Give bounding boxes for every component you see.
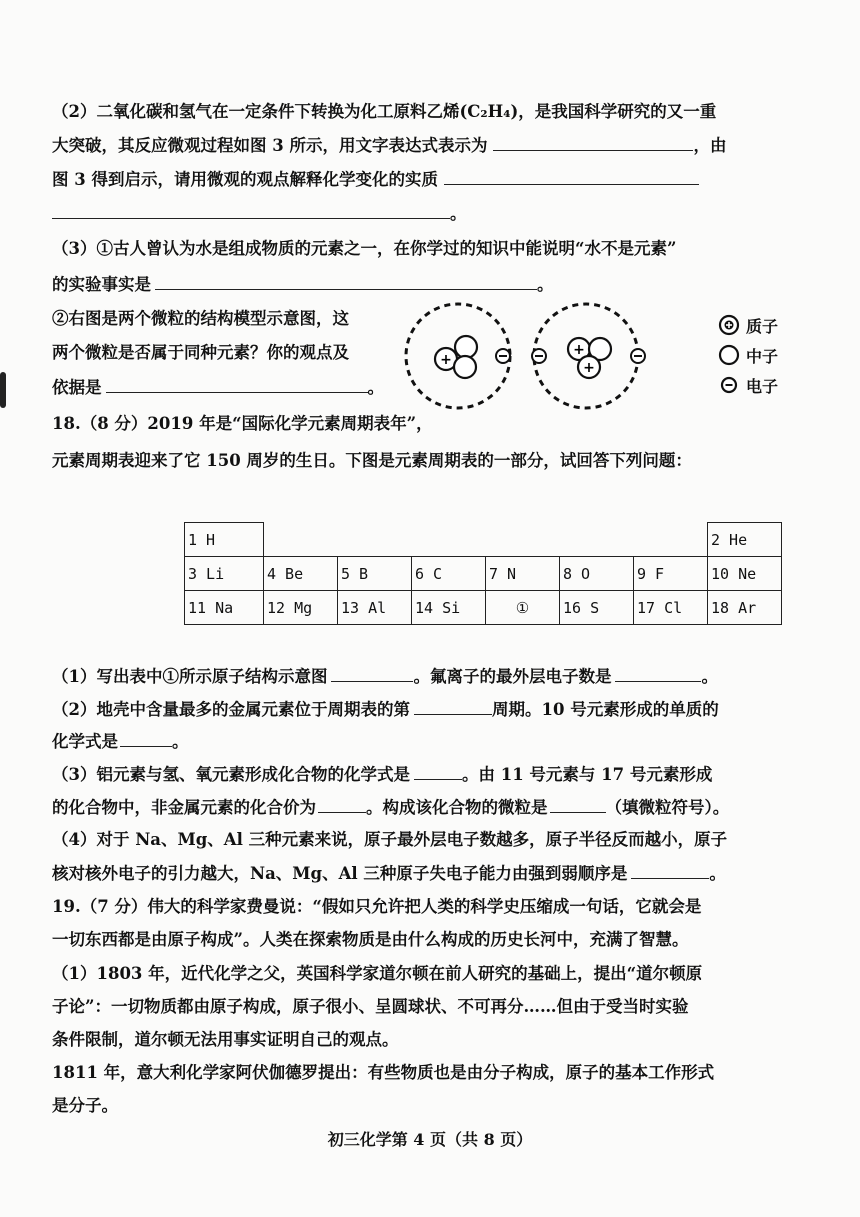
table-cell: 3 Li bbox=[185, 557, 264, 591]
table-cell: 6 C bbox=[412, 557, 486, 591]
proton-icon bbox=[718, 314, 740, 336]
q18-s2-line1: （2）地壳中含量最多的金属元素位于周期表的第 周期。10 号元素形成的单质的 bbox=[52, 700, 719, 719]
table-row bbox=[185, 557, 782, 591]
q19-line2: 一切东西都是由原子构成”。人类在探索物质是由什么构成的历史长河中，充满了智慧。 bbox=[52, 930, 689, 949]
legend-neutron: 中子 bbox=[718, 340, 778, 370]
electron-icon bbox=[718, 374, 740, 396]
q19-line1: 19.（7 分）伟大的科学家费曼说：“假如只允许把人类的科学史压缩成一句话，它就会是 bbox=[52, 897, 702, 916]
answer-blank[interactable] bbox=[120, 730, 172, 747]
table-cell: 1 H bbox=[185, 523, 264, 557]
scan-artifact bbox=[0, 372, 6, 408]
q19-line5: 条件限制，道尔顿无法用事实证明自己的观点。 bbox=[52, 1030, 399, 1049]
q18-s4-line2: 核对核外电子的引力越大，Na、Mg、Al 三种原子失电子能力由强到弱顺序是 。 bbox=[52, 864, 726, 883]
q17-p3-line2: 的实验事实是 。 bbox=[52, 275, 554, 294]
table-cell: 17 Cl bbox=[634, 591, 708, 625]
table-cell: 9 F bbox=[634, 557, 708, 591]
answer-blank[interactable] bbox=[414, 763, 462, 780]
answer-blank[interactable] bbox=[331, 665, 413, 682]
neutron-icon bbox=[455, 336, 477, 358]
table-cell: 16 S bbox=[560, 591, 634, 625]
particle-a bbox=[406, 304, 510, 408]
q17-p3b-line2: 两个微粒是否属于同种元素？你的观点及 bbox=[52, 343, 349, 362]
q18-line2: 元素周期表迎来了它 150 周岁的生日。下图是元素周期表的一部分，试回答下列问题： bbox=[52, 451, 692, 470]
table-cell: 18 Ar bbox=[708, 591, 782, 625]
answer-blank[interactable] bbox=[615, 665, 701, 682]
table-cell: 10 Ne bbox=[708, 557, 782, 591]
q18-s1: （1）写出表中①所示原子结构示意图 。氟离子的最外层电子数是 。 bbox=[52, 667, 718, 686]
answer-blank[interactable] bbox=[631, 862, 709, 879]
answer-blank[interactable] bbox=[493, 134, 693, 151]
particle-structure-diagram bbox=[396, 297, 666, 415]
answer-blank[interactable] bbox=[444, 168, 699, 185]
answer-blank[interactable] bbox=[52, 202, 450, 219]
table-cell: 8 O bbox=[560, 557, 634, 591]
q17-p3b-line3: 依据是 。 bbox=[52, 378, 384, 397]
q17-p2-line1: （2）二氧化碳和氢气在一定条件下转换为化工原料乙烯(C₂H₄)，是我国科学研究的又一重 bbox=[52, 102, 717, 121]
table-cell: 2 He bbox=[708, 523, 782, 557]
q17-p3-line1: （3）①古人曾认为水是组成物质的元素之一，在你学过的知识中能说明“水不是元素” bbox=[52, 239, 677, 258]
q17-p3b-line1: ②右图是两个微粒的结构模型示意图，这 bbox=[52, 309, 349, 328]
table-empty-span bbox=[264, 523, 708, 557]
q18-s3-line2: 的化合物中，非金属元素的化合价为 。构成该化合物的微粒是 （填微粒符号）。 bbox=[52, 798, 730, 817]
q18-s2-line2: 化学式是 。 bbox=[52, 732, 189, 751]
q17-p2-line2: 大突破，其反应微观过程如图 3 所示，用文字表达式表示为 ，由 bbox=[52, 136, 727, 155]
answer-blank[interactable] bbox=[155, 273, 537, 290]
legend-proton: 质子 bbox=[718, 310, 778, 340]
svg-text:+: + bbox=[573, 342, 585, 358]
neutron-icon bbox=[454, 356, 476, 378]
page-footer: 初三化学第 4 页（共 8 页） bbox=[327, 1130, 533, 1149]
particle-b bbox=[532, 304, 645, 408]
table-cell-unknown: ① bbox=[486, 591, 560, 625]
legend-electron: 电子 bbox=[718, 370, 778, 400]
q19-line3: （1）1803 年，近代化学之父，英国科学家道尔顿在前人研究的基础上，提出“道尔顿原 bbox=[52, 964, 703, 983]
answer-blank[interactable] bbox=[414, 698, 492, 715]
table-row bbox=[185, 591, 782, 625]
table-cell: 12 Mg bbox=[264, 591, 338, 625]
answer-blank[interactable] bbox=[318, 796, 366, 813]
table-cell: 11 Na bbox=[185, 591, 264, 625]
q18-line1: 18.（8 分）2019 年是“国际化学元素周期表年”， bbox=[52, 414, 433, 433]
svg-text:+: + bbox=[583, 360, 595, 376]
periodic-table-fragment bbox=[184, 522, 782, 625]
answer-blank[interactable] bbox=[550, 796, 606, 813]
q17-p2-line4: 。 bbox=[52, 202, 772, 225]
table-cell: 5 B bbox=[338, 557, 412, 591]
q18-s4-line1: （4）对于 Na、Mg、Al 三种元素来说，原子最外层电子数越多，原子半径反而越小，原子 bbox=[52, 830, 728, 849]
q19-line4: 子论”：一切物质都由原子构成，原子很小、呈圆球状、不可再分……但由于受当时实验 bbox=[52, 997, 689, 1016]
q17-p2-line3: 图 3 得到启示，请用微观的观点解释化学变化的实质 bbox=[52, 168, 772, 191]
table-cell: 4 Be bbox=[264, 557, 338, 591]
svg-text:+: + bbox=[440, 352, 452, 368]
q18-s3-line1: （3）铝元素与氢、氧元素形成化合物的化学式是 。由 11 号元素与 17 号元素形成 bbox=[52, 765, 713, 784]
q19-line7: 是分子。 bbox=[52, 1096, 118, 1115]
neutron-icon bbox=[718, 344, 740, 366]
particle-legend bbox=[718, 310, 778, 400]
table-row bbox=[185, 523, 782, 557]
table-cell: 14 Si bbox=[412, 591, 486, 625]
answer-blank[interactable] bbox=[106, 376, 368, 393]
table-cell: 13 Al bbox=[338, 591, 412, 625]
q19-line6: 1811 年，意大利化学家阿伏伽德罗提出：有些物质也是由分子构成，原子的基本工作形式 bbox=[52, 1063, 715, 1082]
table-cell: 7 N bbox=[486, 557, 560, 591]
